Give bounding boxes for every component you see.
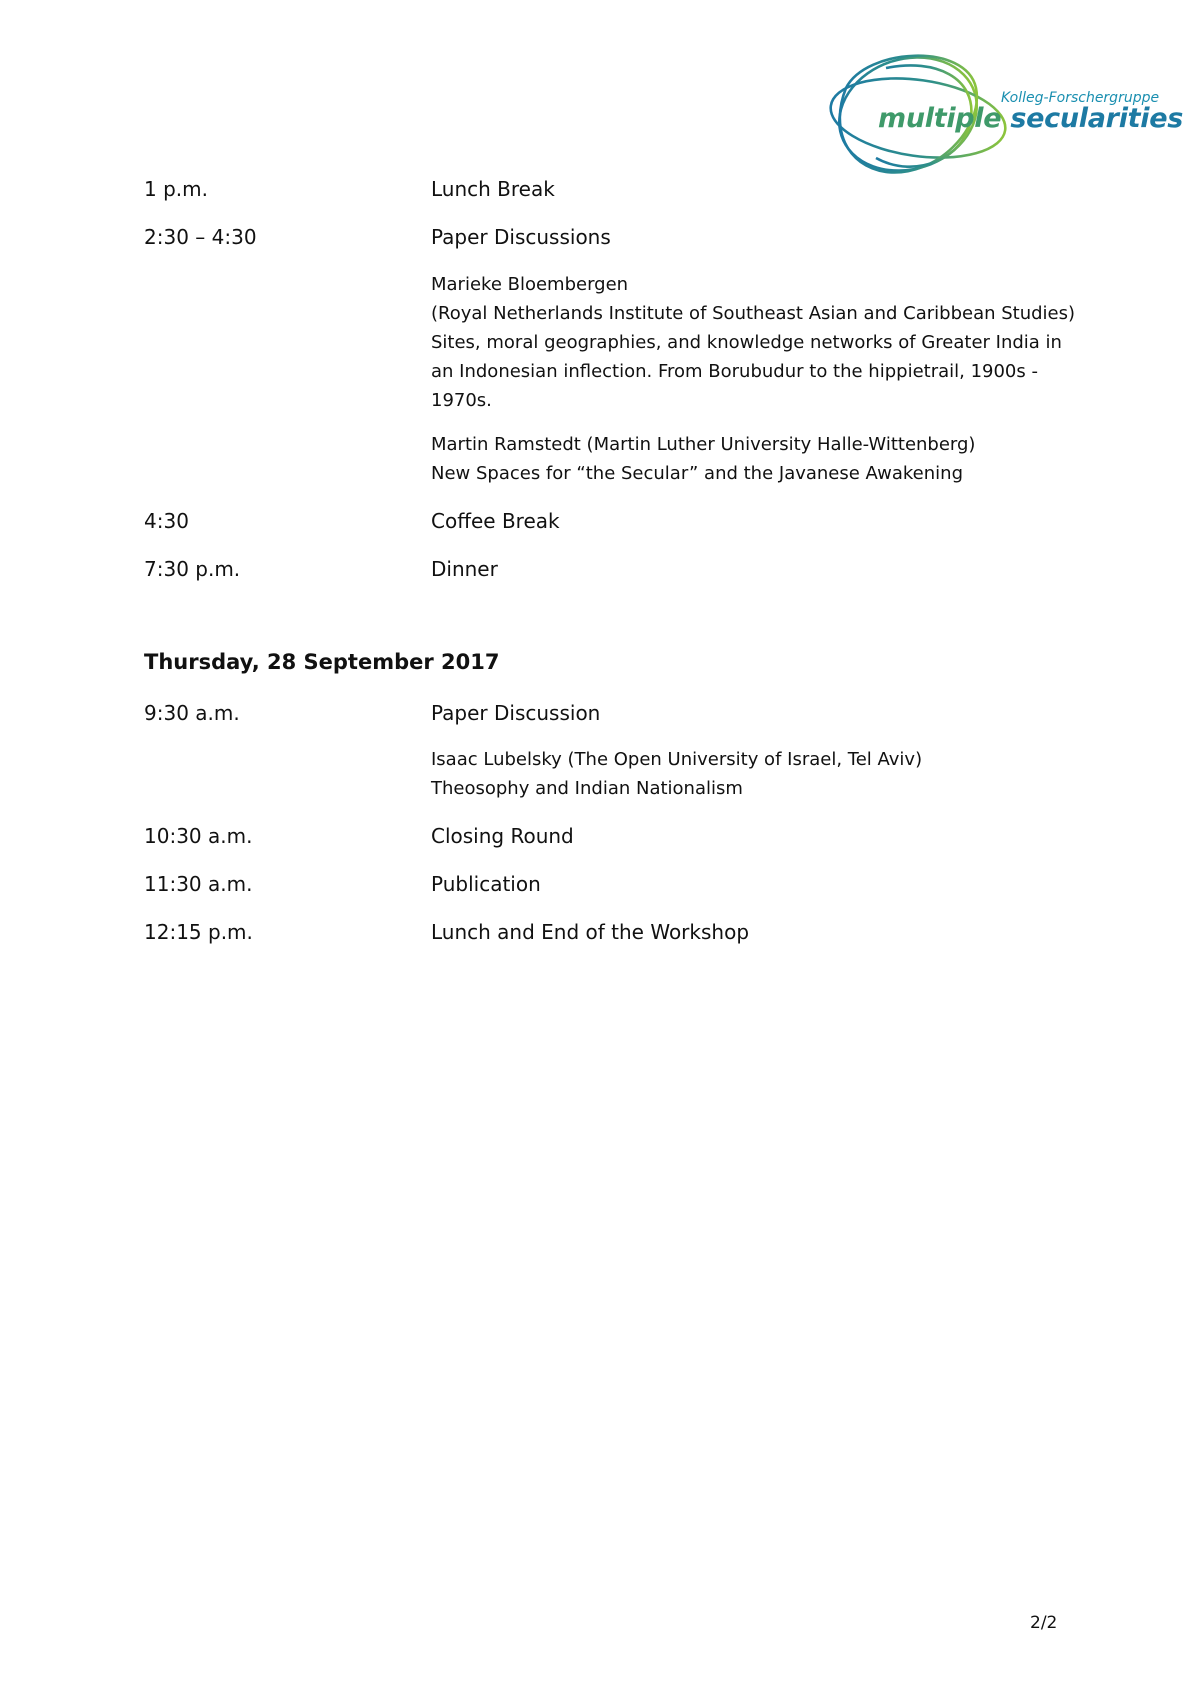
schedule-time: 2:30 – 4:30 (144, 225, 257, 249)
page-number: 2/2 (1030, 1613, 1058, 1633)
schedule-event: Dinner (431, 557, 498, 581)
logo-word-multiple: multiple (878, 103, 1002, 134)
schedule-event: Coffee Break (431, 509, 560, 533)
day-heading: Thursday, 28 September 2017 (144, 650, 500, 674)
paper-author: Marieke Bloembergen (431, 274, 629, 295)
paper-author: Martin Ramstedt (Martin Luther University Halle-Wittenberg) (431, 434, 976, 455)
schedule-event: Paper Discussions (431, 225, 611, 249)
schedule-event: Lunch Break (431, 177, 555, 201)
paper-title-line: New Spaces for “the Secular” and the Javanese Awakening (431, 463, 963, 484)
paper-detail (431, 430, 1071, 488)
logo-word-secularities: secularities (1010, 103, 1183, 134)
schedule-time: 7:30 p.m. (144, 557, 241, 581)
schedule-event: Closing Round (431, 824, 574, 848)
schedule-time: 11:30 a.m. (144, 872, 253, 896)
paper-affiliation: (Royal Netherlands Institute of Southeast Asian and Caribbean Studies) (431, 303, 1076, 324)
paper-title-line: an Indonesian inflection. From Borubudur to the hippietrail, 1900s - (431, 361, 1038, 382)
schedule-time: 12:15 p.m. (144, 920, 253, 944)
schedule-time: 1 p.m. (144, 177, 208, 201)
paper-detail (431, 270, 1076, 415)
paper-author: Isaac Lubelsky (The Open University of Israel, Tel Aviv) (431, 749, 923, 770)
paper-title-line: Sites, moral geographies, and knowledge networks of Greater India in (431, 332, 1062, 353)
paper-detail (431, 745, 1071, 803)
schedule-time: 10:30 a.m. (144, 824, 253, 848)
logo-subtitle: Kolleg-Forschergruppe (1001, 90, 1160, 106)
kfg-logo (826, 48, 1183, 184)
schedule-time: 9:30 a.m. (144, 701, 240, 725)
schedule-time: 4:30 (144, 509, 189, 533)
schedule-event: Paper Discussion (431, 701, 601, 725)
paper-title-line: 1970s. (431, 390, 492, 411)
schedule-event: Publication (431, 872, 541, 896)
schedule-event: Lunch and End of the Workshop (431, 920, 750, 944)
paper-title-line: Theosophy and Indian Nationalism (431, 778, 743, 799)
logo-wordmark (878, 103, 1183, 134)
